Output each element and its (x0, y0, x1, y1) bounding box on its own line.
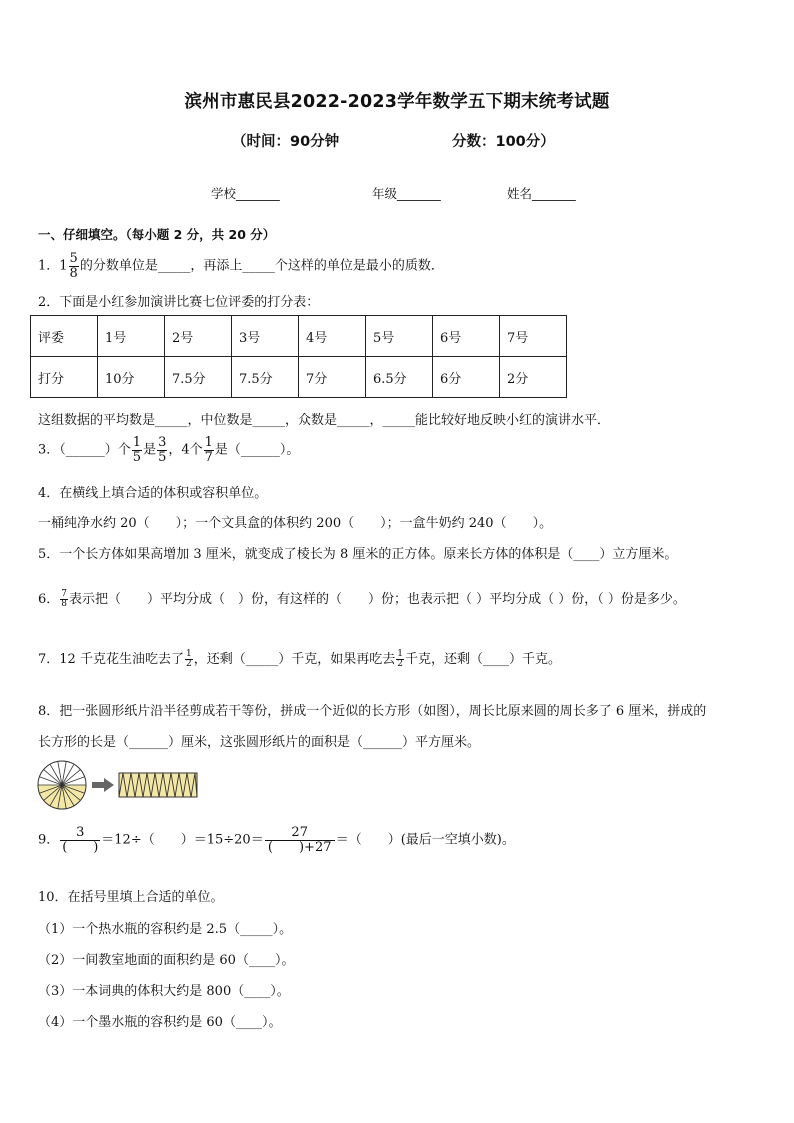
divided-circle-icon (38, 761, 86, 809)
total-score: 分数：100分） (452, 134, 555, 150)
rectangle-shape (119, 773, 197, 797)
table-row (31, 357, 567, 398)
question-7: 7．12 千克花生油吃去了 $\frac{1}{2}$ ，还剩（_____）千克，如果再吃去 $\frac{1}{2}$ 千克，还剩（____）千克。 (38, 648, 561, 669)
arrow-icon (92, 778, 114, 792)
table-cell: 7.5分 (165, 357, 232, 398)
section-heading: 一、仔细填空。（每小题 2 分，共 20 分） (38, 227, 276, 242)
table-cell: 2分 (500, 357, 567, 398)
question-4: 4．在横线上填合适的体积或容积单位。 (38, 486, 268, 501)
list-item: （2）一间教室地面的面积约是 60（____）。 (38, 953, 295, 968)
question-5: 5．一个长方体如果高增加 3 厘米，就变成了棱长为 8 厘米的正方体。原来长方体的体积是（____）立方厘米。 (38, 547, 678, 562)
table-cell: 5号 (366, 316, 433, 357)
grade-field: 年级_______ (372, 186, 441, 201)
school-field: 学校_______ (211, 186, 280, 201)
list-item: （3）一本词典的体积大约是 800（____）。 (38, 984, 290, 999)
question-9: 9． $\frac{3}{( )}$ ＝12÷（ ）＝15÷20＝ $\frac{27}{( )+27}$ ＝（ ）(最后一空填小数)。 (38, 825, 515, 855)
question-8-line: 长方形的长是（______）厘米，这张圆形纸片的面积是（______）平方厘米。 (38, 735, 481, 750)
table-row (31, 316, 567, 357)
table-cell: 打分 (31, 357, 98, 398)
list-item: （4）一个墨水瓶的容积约是 60（____）。 (38, 1015, 282, 1030)
table-cell: 6分 (433, 357, 500, 398)
question-3: 3．（______）个 $\frac{1}{5}$ 是 $\frac{3}{5}$ ，4个 $\frac{1}{7}$ 是（______）。 (38, 435, 300, 465)
name-field: 姓名_______ (507, 186, 576, 201)
table-cell: 7.5分 (232, 357, 299, 398)
question-6: 6． $\frac{7}{8}$ 表示把（ ）平均分成（ ）份，有这样的（ ）份；也表示把（ ）平均分成（ ）份，（ ）份是多少。 (38, 588, 686, 609)
table-cell: 6号 (433, 316, 500, 357)
table-cell: 评委 (31, 316, 98, 357)
table-cell: 7分 (299, 357, 366, 398)
table-cell: 4号 (299, 316, 366, 357)
question-8: 8．把一张圆形纸片沿半径剪成若干等份，拼成一个近似的长方形（如图），周长比原来圆的周长多了 6 厘米，拼成的 (38, 704, 707, 719)
time-limit: （时间：90分钟 (232, 134, 340, 150)
table-cell: 1号 (98, 316, 165, 357)
table-cell: 6.5分 (366, 357, 433, 398)
question-2-blanks: 这组数据的平均数是_____，中位数是_____，众数是_____，_____能比较好地反映小红的演讲水平． (38, 413, 611, 428)
fraction: $\frac{5}{8}$ (69, 251, 78, 281)
question-4-line: 一桶纯净水约 20（ ）；一个文具盒的体积约 200（ ）；一盒牛奶约 240（ ）。 (38, 516, 553, 531)
circle-to-rectangle-figure (36, 759, 200, 811)
question-10: 10．在括号里填上合适的单位。 (38, 890, 224, 905)
page-title: 滨州市惠民县2022-2023学年数学五下期末统考试题 (184, 92, 610, 112)
list-item: （1）一个热水瓶的容积约是 2.5（_____）。 (38, 922, 293, 937)
table-cell: 10分 (98, 357, 165, 398)
question-2-intro: 2．下面是小红参加演讲比赛七位评委的打分表： (38, 295, 320, 310)
score-table (30, 315, 567, 398)
question-1: 1．1 $\frac{5}{8}$ 的分数单位是_____，再添上_____个这样的单位是最小的质数． (38, 251, 444, 281)
table-cell: 3号 (232, 316, 299, 357)
table-cell: 2号 (165, 316, 232, 357)
table-cell: 7号 (500, 316, 567, 357)
